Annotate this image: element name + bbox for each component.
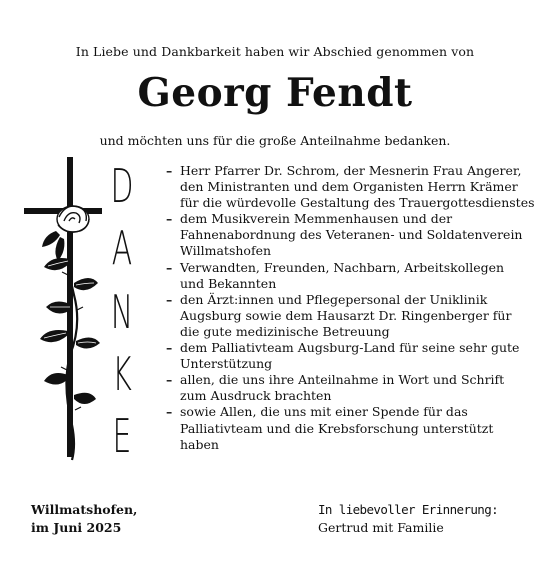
list-item: – Herr Pfarrer Dr. Schrom, der Mesnerin Frau Angerer, den Ministranten und dem Organisten Herrn Krämer für die würdevolle Gestaltung des Trauergottesdienstes: [166, 163, 535, 211]
danke-letter: N: [110, 285, 134, 339]
list-dash: –: [166, 259, 173, 275]
list-dash: –: [166, 211, 173, 227]
list-item: – allen, die uns ihre Anteilnahme in Wort und Schrift zum Ausdruck brachten: [166, 372, 505, 404]
danke-letter: D: [110, 159, 134, 213]
signature-block: In liebevoller Erinnerung: Gertrud mit Familie: [318, 502, 499, 535]
danke-letter: K: [112, 347, 132, 401]
place-date: Willmatshofen, im Juni 2025: [31, 502, 138, 535]
list-item: – dem Palliativteam Augsburg-Land für seine sehr gute Unterstützung: [166, 340, 520, 372]
intro-text: In Liebe und Dankbarkeit haben wir Abschied genommen von: [75, 44, 475, 59]
thanks-text: und möchten uns für die große Anteilnahme bedanken.: [99, 133, 451, 148]
list-dash: –: [166, 404, 173, 420]
list-dash: –: [166, 291, 173, 307]
list-item: – sowie Allen, die uns mit einer Spende für das Palliativteam und die Krebsforschung unterstützt haben: [166, 404, 494, 452]
deceased-name: Georg Fendt: [137, 70, 413, 116]
list-dash: –: [166, 372, 173, 388]
list-item: – den Ärzt:innen und Pflegepersonal der Uniklinik Augsburg sowie dem Hausarzt Dr. Ringenberger für die gute medizinische Betreuung: [166, 291, 512, 339]
danke-vertical-word: [92, 155, 152, 465]
danke-letter: E: [112, 409, 132, 463]
list-dash: –: [166, 163, 173, 178]
thanks-list: [163, 163, 535, 453]
list-dash: –: [166, 340, 173, 356]
danke-letter: A: [111, 221, 133, 275]
list-item: – Verwandten, Freunden, Nachbarn, Arbeitskollegen und Bekannten: [166, 259, 505, 291]
list-item: – dem Musikverein Memmenhausen und der Fahnenabordnung des Veteranen- und Soldatenverein Willmatshofen: [166, 211, 523, 259]
